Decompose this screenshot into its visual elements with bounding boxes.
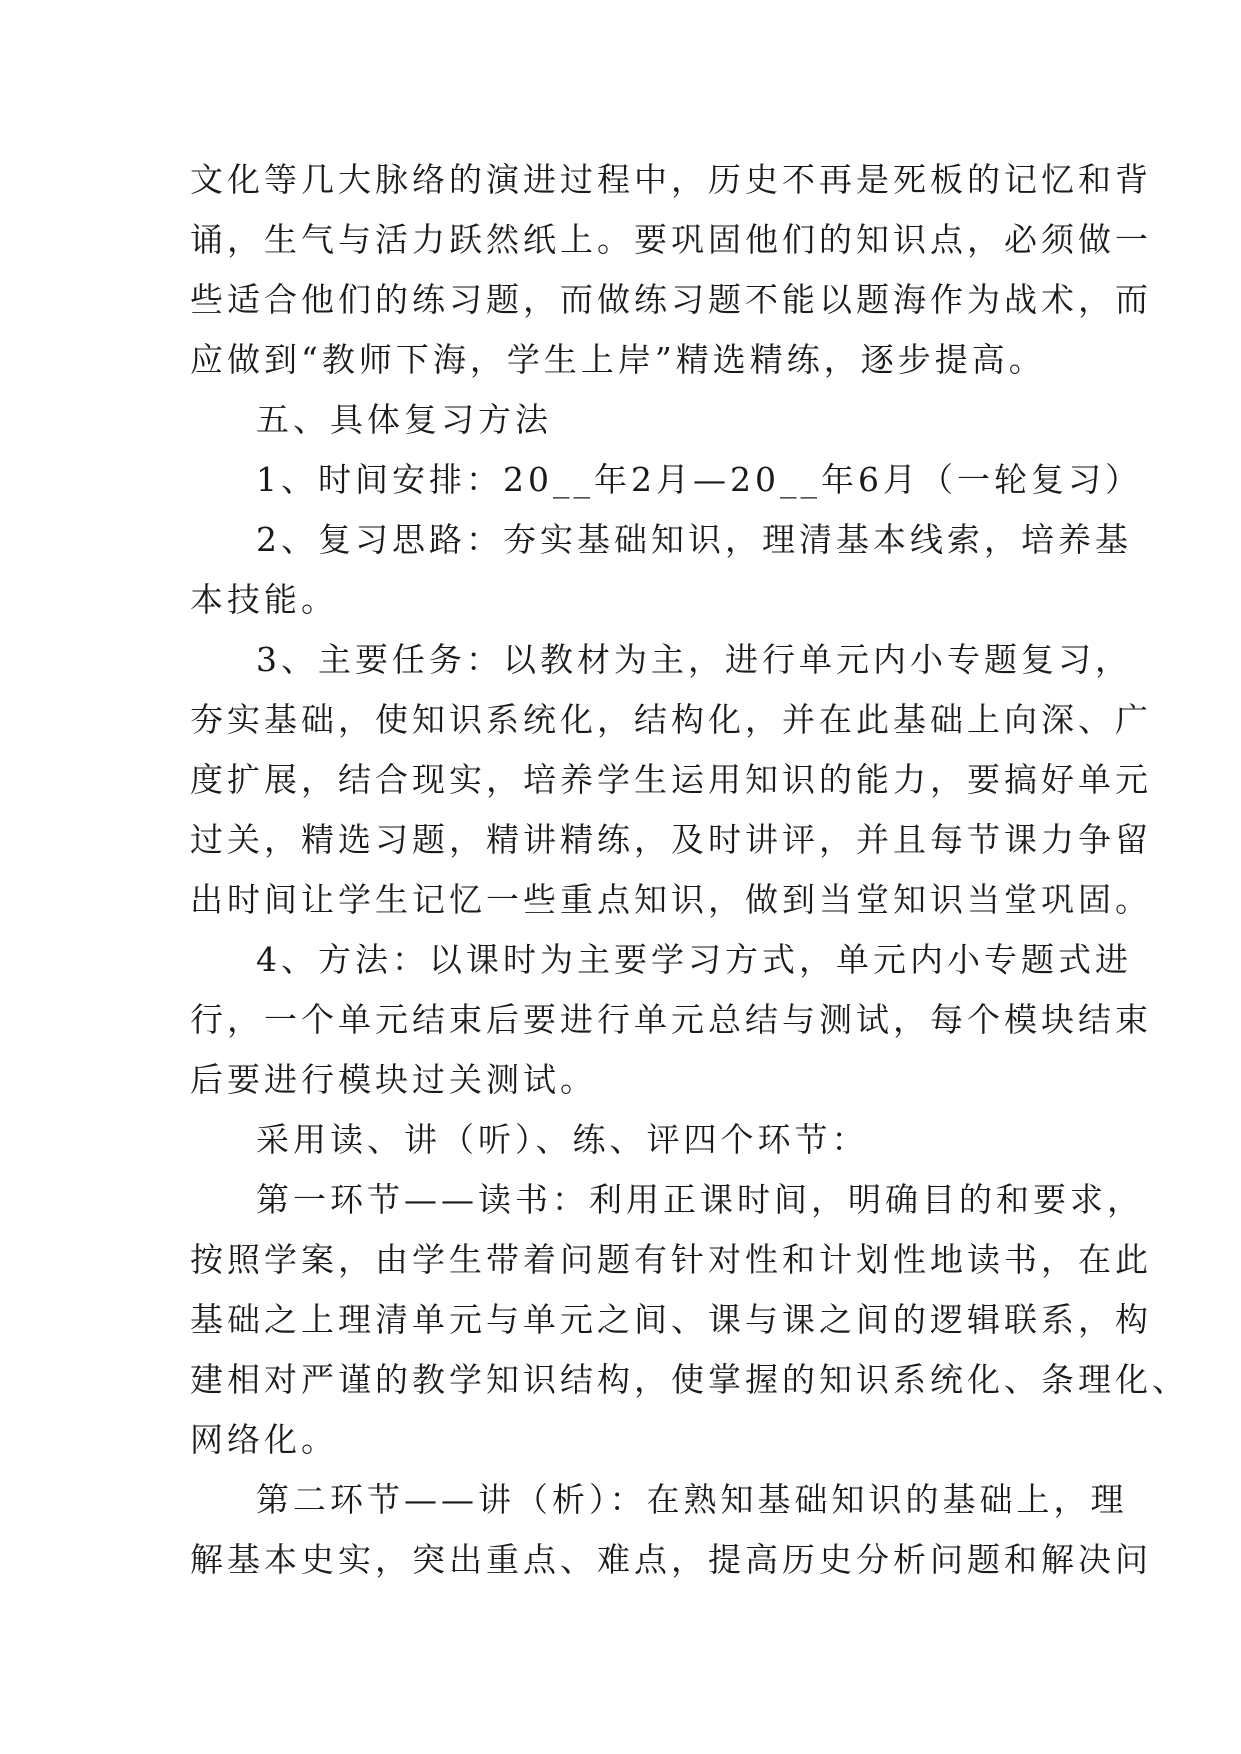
document-line: 解基本史实，突出重点、难点，提高历史分析问题和解决问 xyxy=(190,1540,1152,1579)
document-line: 过关，精选习题，精讲精练，及时讲评，并且每节课力争留 xyxy=(190,820,1152,859)
document-line: 出时间让学生记忆一些重点知识，做到当堂知识当堂巩固。 xyxy=(190,880,1152,919)
document-line: 4、方法：以课时为主要学习方式，单元内小专题式进 xyxy=(256,940,1132,979)
document-line: 后要进行模块过关测试。 xyxy=(190,1060,597,1099)
document-line: 行，一个单元结束后要进行单元总结与测试，每个模块结束 xyxy=(190,1000,1152,1039)
document-line: 文化等几大脉络的演进过程中，历史不再是死板的记忆和背 xyxy=(190,160,1152,199)
document-line: 采用读、讲（听）、练、评四个环节： xyxy=(256,1120,869,1159)
document-line: 本技能。 xyxy=(190,580,338,619)
document-line: 应做到“教师下海，学生上岸”精选精练，逐步提高。 xyxy=(190,340,1046,379)
document-line: 2、复习思路：夯实基础知识，理清基本线索，培养基 xyxy=(256,520,1132,559)
document-line: 建相对严谨的教学知识结构，使掌握的知识系统化、条理化、 xyxy=(190,1360,1189,1399)
document-body xyxy=(190,150,1189,1590)
document-line: 五、具体复习方法 xyxy=(256,400,552,439)
document-line: 第二环节——讲（析）：在熟知基础知识的基础上，理 xyxy=(256,1480,1128,1519)
document-line: 基础之上理清单元与单元之间、课与课之间的逻辑联系，构 xyxy=(190,1300,1152,1339)
document-line: 夯实基础，使知识系统化，结构化，并在此基础上向深、广 xyxy=(190,700,1152,739)
document-line: 第一环节——读书：利用正课时间，明确目的和要求， xyxy=(256,1180,1144,1219)
document-line: 度扩展，结合现实，培养学生运用知识的能力，要搞好单元 xyxy=(190,760,1152,799)
document-line: 网络化。 xyxy=(190,1420,338,1459)
document-line: 些适合他们的练习题，而做练习题不能以题海作为战术，而 xyxy=(190,280,1152,319)
document-line: 1、时间安排：20__年2月—20__年6月（一轮复习） xyxy=(256,460,1142,499)
document-line: 诵，生气与活力跃然纸上。要巩固他们的知识点，必须做一 xyxy=(190,220,1152,259)
document-line: 按照学案，由学生带着问题有针对性和计划性地读书，在此 xyxy=(190,1240,1152,1279)
document-line: 3、主要任务：以教材为主，进行单元内小专题复习， xyxy=(256,640,1132,679)
